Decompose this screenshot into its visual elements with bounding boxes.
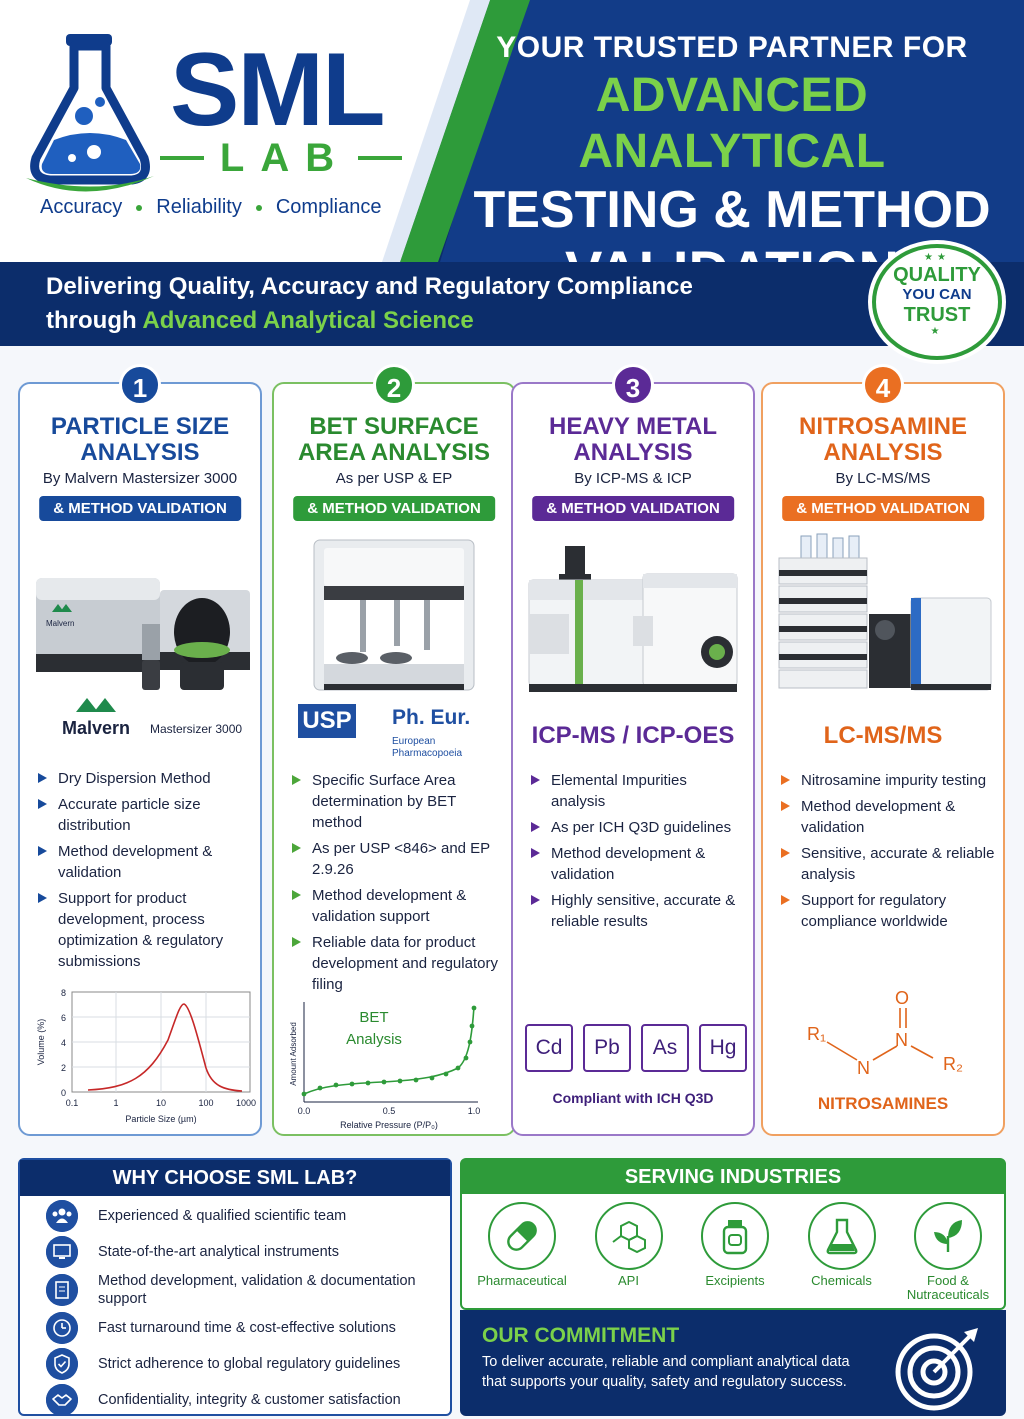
list-item: Method development & validation	[781, 796, 995, 838]
technique-label: LC-MS/MS	[823, 722, 943, 749]
atom-label: O	[895, 988, 910, 1008]
service-card-bet	[272, 373, 516, 1136]
target-icon	[894, 1322, 984, 1412]
list-item: Reliable data for product development and regulatory filing	[292, 932, 506, 995]
sub-banner-highlight: Advanced Analytical Science	[142, 307, 474, 334]
industry-item	[683, 1202, 787, 1302]
card-number: 2	[373, 364, 415, 406]
industry-item	[470, 1202, 574, 1302]
panel-title: OUR COMMITMENT	[482, 1324, 680, 1347]
sub-banner-line: Delivering Quality, Accuracy and Regulatory Compliance	[46, 273, 693, 300]
industry-item	[790, 1202, 894, 1302]
team-icon	[46, 1200, 78, 1232]
card-title-line: ANALYSIS	[80, 439, 200, 466]
commitment-text: To deliver accurate, reliable and compliant analytical data that supports your quality, safety and regulatory success.	[482, 1354, 850, 1390]
list-item: Elemental Impurities analysis	[531, 770, 745, 812]
list-item: Support for product development, process optimization & regulatory submissions	[38, 888, 252, 972]
list-item: Dry Dispersion Method	[38, 768, 252, 789]
industries-row	[470, 1202, 1000, 1302]
card-title	[274, 414, 514, 466]
x-tick-label: 0.0	[297, 1106, 311, 1116]
list-item	[42, 1270, 446, 1310]
feature-list	[781, 770, 995, 937]
x-tick-label: 1	[113, 1098, 119, 1108]
y-tick-label: 8	[60, 988, 66, 998]
feature-list	[531, 770, 745, 937]
headline-line: YOUR TRUSTED PARTNER FOR	[496, 31, 968, 64]
list-item	[42, 1382, 446, 1418]
list-item: Specific Surface Area determination by BET method	[292, 770, 506, 833]
x-tick-label: 100	[198, 1098, 214, 1108]
card-title-line: PARTICLE SIZE	[50, 413, 230, 440]
list-item	[42, 1310, 446, 1346]
x-tick-label: 1000	[235, 1098, 257, 1108]
tagline-item: Reliability	[156, 196, 242, 218]
tagline	[40, 196, 381, 219]
industry-item	[896, 1202, 1000, 1302]
lcms-instrument-image	[773, 534, 995, 704]
icp-instrument-image	[523, 534, 745, 704]
atom-label: N	[895, 1030, 908, 1050]
sub-banner-line	[46, 304, 693, 338]
card-title	[763, 414, 1003, 466]
list-item: Method development & validation	[531, 843, 745, 885]
pheur-subtitle-line: Pharmacopoeia	[392, 748, 463, 759]
leaf-icon	[926, 1214, 970, 1258]
molecule-icon	[607, 1214, 651, 1258]
star-icon: ★	[930, 326, 944, 337]
technique-label: ICP-MS / ICP-OES	[531, 722, 735, 749]
bullet-dot	[136, 205, 142, 211]
quality-badge	[872, 244, 1002, 360]
y-tick-label: 4	[60, 1038, 66, 1048]
commitment-panel	[460, 1310, 1006, 1416]
card-subtitle: By Malvern Mastersizer 3000	[42, 470, 238, 487]
atom-label: N	[857, 1058, 870, 1078]
industry-label: Pharmaceutical	[477, 1273, 567, 1288]
capsule-icon	[500, 1214, 544, 1258]
why-item-text: Method development, validation & documentation support	[98, 1273, 416, 1307]
card-title-line: ANALYSIS	[823, 439, 943, 466]
element-tile: Cd	[525, 1024, 573, 1072]
nitrosamine-structure-diagram	[793, 990, 983, 1082]
card-number: 4	[862, 364, 904, 406]
card-title	[20, 414, 260, 466]
y-axis-label: Amount Adsorbed	[289, 1022, 298, 1086]
structure-label: NITROSAMINES	[817, 1094, 949, 1113]
list-item: Highly sensitive, accurate & reliable results	[531, 890, 745, 932]
service-card-particle-size	[18, 373, 262, 1136]
star-icon: ★★	[924, 252, 950, 263]
industry-icon-circle	[595, 1202, 663, 1270]
brand-name: Malvern	[62, 718, 131, 738]
list-item	[42, 1346, 446, 1382]
header	[0, 0, 1024, 262]
element-tile: Hg	[699, 1024, 747, 1072]
why-item-text: Strict adherence to global regulatory guidelines	[98, 1356, 401, 1372]
sub-banner-text	[46, 270, 693, 338]
pheur-subtitle-line: European	[392, 736, 436, 747]
element-tile: Pb	[583, 1024, 631, 1072]
logo-text: SML	[170, 32, 384, 148]
card-title-line: HEAVY METAL	[548, 413, 717, 440]
x-tick-label: 0.5	[382, 1106, 396, 1116]
bullet-dot	[256, 205, 262, 211]
why-item-text: Fast turnaround time & cost-effective solutions	[98, 1320, 396, 1336]
method-validation-pill: & METHOD VALIDATION	[293, 496, 495, 521]
flask-icon	[820, 1214, 864, 1258]
divider	[358, 156, 402, 160]
headline-line: ADVANCED ANALYTICAL	[578, 69, 886, 178]
industry-icon-circle	[701, 1202, 769, 1270]
industry-label: API	[618, 1273, 639, 1288]
atom-label: R₁	[807, 1024, 827, 1044]
x-axis-label: Particle Size (µm)	[125, 1114, 197, 1124]
document-icon	[46, 1274, 78, 1306]
method-validation-pill: & METHOD VALIDATION	[782, 496, 984, 521]
industry-label: Chemicals	[811, 1273, 872, 1288]
element-tile: As	[641, 1024, 689, 1072]
pheur-subtitle	[392, 736, 462, 760]
list-item	[42, 1234, 446, 1270]
particle-size-chart	[28, 988, 256, 1138]
monitor-icon	[46, 1236, 78, 1268]
logo-sub-row	[152, 138, 410, 178]
panel-title: SERVING INDUSTRIES	[462, 1160, 1004, 1194]
mastersizer-instrument-image	[30, 534, 252, 704]
bet-instrument-image	[284, 534, 506, 704]
method-validation-pill: & METHOD VALIDATION	[39, 496, 241, 521]
card-subtitle: By ICP-MS & ICP	[574, 470, 692, 487]
element-tiles	[525, 1024, 747, 1072]
list-item	[42, 1198, 446, 1234]
card-title-line: NITROSAMINE	[799, 413, 967, 440]
model-name: Mastersizer 3000	[150, 722, 243, 736]
usp-logo: USP	[298, 704, 356, 738]
malvern-logo-icon	[76, 696, 120, 714]
card-subtitle: As per USP & EP	[335, 470, 453, 487]
badge-line: TRUST	[903, 304, 971, 326]
industry-icon-circle	[914, 1202, 982, 1270]
flask-logo-icon	[26, 28, 156, 198]
card-number: 3	[612, 364, 654, 406]
list-item: As per USP <846> and EP 2.9.26	[292, 838, 506, 880]
bottle-icon	[713, 1214, 757, 1258]
industry-item	[577, 1202, 681, 1302]
badge-line: QUALITY	[893, 264, 981, 286]
x-tick-label: 1.0	[467, 1106, 481, 1116]
chart-title: Analysis	[346, 1031, 402, 1048]
list-item: Method development & validation support	[292, 885, 506, 927]
method-validation-pill: & METHOD VALIDATION	[532, 496, 734, 521]
service-card-heavy-metal	[511, 373, 755, 1136]
list-item: As per ICH Q3D guidelines	[531, 817, 745, 838]
clock-icon	[46, 1312, 78, 1344]
industry-icon-circle	[808, 1202, 876, 1270]
y-tick-label: 0	[60, 1088, 66, 1098]
badge-line: YOU CAN	[902, 286, 972, 303]
instrument-brand-label: Malvern	[46, 619, 75, 628]
y-tick-label: 2	[60, 1063, 66, 1073]
y-axis-label: Volume (%)	[36, 1018, 46, 1066]
card-title-line: AREA ANALYSIS	[297, 439, 491, 466]
list-item: Method development & validation	[38, 841, 252, 883]
list-item: Support for regulatory compliance worldwide	[781, 890, 995, 932]
divider	[160, 156, 204, 160]
list-item: Nitrosamine impurity testing	[781, 770, 995, 791]
tagline-item: Compliance	[275, 196, 382, 218]
feature-list	[38, 768, 252, 977]
panel-title: WHY CHOOSE SML LAB?	[20, 1160, 450, 1196]
card-number: 1	[119, 364, 161, 406]
industry-icon-circle	[488, 1202, 556, 1270]
sub-banner-prefix: through	[46, 307, 143, 334]
card-title-line: BET SURFACE	[309, 413, 479, 440]
pheur-logo: Ph. Eur.	[392, 706, 471, 729]
shield-icon	[46, 1348, 78, 1380]
x-tick-label: 10	[155, 1098, 167, 1108]
tagline-item: Accuracy	[40, 196, 123, 218]
why-item-text: Confidentiality, integrity & customer satisfaction	[98, 1392, 401, 1408]
malvern-brand	[60, 696, 260, 746]
card-subtitle: By LC-MS/MS	[835, 470, 931, 487]
why-list	[42, 1198, 446, 1418]
feature-list	[292, 770, 506, 1000]
list-item: Sensitive, accurate & reliable analysis	[781, 843, 995, 885]
industries-panel	[460, 1158, 1006, 1310]
why-choose-panel	[18, 1158, 452, 1416]
headline-line: TESTING & METHOD	[473, 181, 991, 239]
list-item: Accurate particle size distribution	[38, 794, 252, 836]
sub-banner	[0, 262, 1024, 346]
industry-label: Food & Nutraceuticals	[906, 1273, 990, 1302]
y-tick-label: 6	[60, 1013, 66, 1023]
bet-isotherm-chart	[282, 998, 510, 1148]
why-item-text: Experienced & qualified scientific team	[98, 1208, 347, 1224]
x-tick-label: 0.1	[65, 1098, 79, 1108]
why-item-text: State-of-the-art analytical instruments	[98, 1244, 339, 1260]
card-title	[513, 414, 753, 466]
compliance-label: Compliant with ICH Q3D	[552, 1090, 714, 1106]
x-axis-label: Relative Pressure (P/P₀)	[340, 1120, 438, 1130]
chart-title: BET	[359, 1009, 389, 1026]
logo-subtext: LAB	[219, 136, 351, 180]
atom-label: R₂	[943, 1054, 963, 1074]
handshake-icon	[46, 1384, 78, 1416]
service-card-nitrosamine	[761, 373, 1005, 1136]
industry-label: Excipients	[705, 1273, 765, 1288]
card-title-line: ANALYSIS	[573, 439, 693, 466]
logo	[26, 28, 426, 228]
